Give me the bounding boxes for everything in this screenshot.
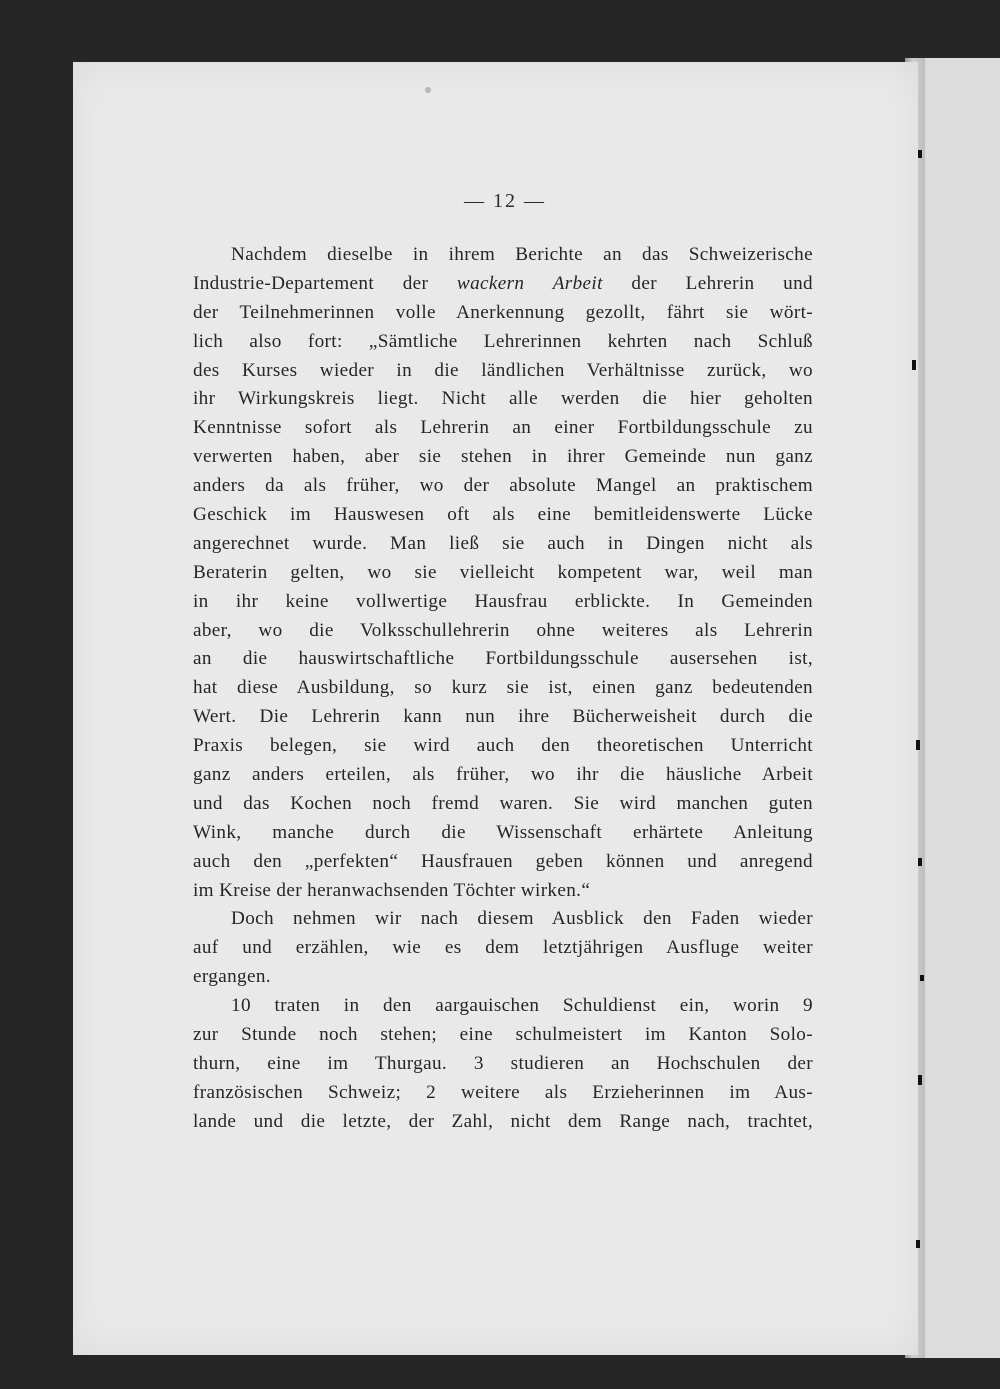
edge-mark [920, 975, 924, 981]
text-line: und das Kochen noch fremd waren. Sie wird manchen guten [193, 792, 813, 814]
text-line: hat diese Ausbildung, so kurz sie ist, einen ganz bedeutenden [193, 677, 813, 699]
text-line: Wink, manche durch die Wissenschaft erhärtete Anleitung [193, 821, 813, 843]
text-line: Doch nehmen wir nach diesem Ausblick den Faden wieder [231, 908, 813, 930]
page-text [193, 241, 813, 1137]
text-line: anders da als früher, wo der absolute Mangel an praktischem [193, 475, 813, 497]
page-mark [425, 87, 431, 93]
text-line: an die hauswirtschaftliche Fortbildungsschule ausersehen ist, [193, 648, 813, 670]
text-line: Wert. Die Lehrerin kann nun ihre Bücherweisheit durch die [193, 706, 813, 728]
edge-mark [916, 740, 920, 750]
text-line: des Kurses wieder in die ländlichen Verhältnisse zurück, wo [193, 359, 813, 381]
text-line: der Teilnehmerinnen volle Anerkennung gezollt, fährt sie wört- [193, 301, 813, 323]
page-number: — 12 — [464, 190, 546, 212]
edge-mark [918, 150, 922, 158]
text-line: Industrie-Departement der wackern Arbeit der Lehrerin und [193, 272, 814, 294]
emphasized-phrase: wackern Arbeit [456, 272, 603, 294]
edge-mark [912, 360, 916, 370]
text-line: verwerten haben, aber sie stehen in ihrer Gemeinde nun ganz [193, 446, 813, 468]
text-line: lich also fort: „Sämtliche Lehrerinnen kehrten nach Schluß [193, 330, 813, 352]
text-line: französischen Schweiz; 2 weitere als Erzieherinnen im Aus- [193, 1081, 813, 1103]
text-line: in ihr keine vollwertige Hausfrau erblickte. In Gemeinden [193, 590, 813, 612]
text-line: thurn, eine im Thurgau. 3 studieren an Hochschulen der [193, 1052, 813, 1074]
text-line: auf und erzählen, wie es dem letztjährigen Ausfluge weiter [193, 937, 813, 959]
text-line: zur Stunde noch stehen; eine schulmeistert im Kanton Solo- [193, 1024, 813, 1046]
text-line: angerechnet wurde. Man ließ sie auch in Dingen nicht als [193, 532, 813, 554]
text-line: aber, wo die Volksschullehrerin ohne weiteres als Lehrerin [193, 619, 813, 641]
text-line: lande und die letzte, der Zahl, nicht dem Range nach, trachtet, [193, 1110, 813, 1132]
text-line: im Kreise der heranwachsenden Töchter wirken.“ [193, 879, 591, 901]
text-line: 10 traten in den aargauischen Schuldienst ein, worin 9 [231, 995, 813, 1017]
text-line: Praxis belegen, sie wird auch den theoretischen Unterricht [193, 735, 813, 757]
edge-mark [918, 858, 922, 866]
text-line: auch den „perfekten“ Hausfrauen geben können und anregend [193, 850, 813, 872]
text-line: Kenntnisse sofort als Lehrerin an einer Fortbildungsschule zu [193, 417, 813, 439]
adjacent-page [922, 58, 1000, 1358]
text-line: Geschick im Hauswesen oft als eine bemitleidenswerte Lücke [193, 504, 813, 526]
text-line: ergangen. [193, 966, 271, 988]
edge-mark [918, 1075, 922, 1085]
text-line: ihr Wirkungskreis liegt. Nicht alle werden die hier geholten [193, 388, 813, 410]
text-line: Nachdem dieselbe in ihrem Berichte an das Schweizerische [231, 244, 813, 265]
edge-mark [916, 1240, 920, 1248]
text-line: ganz anders erteilen, als früher, wo ihr die häusliche Arbeit [193, 764, 813, 786]
text-line: Beraterin gelten, wo sie vielleicht kompetent war, weil man [193, 561, 813, 583]
